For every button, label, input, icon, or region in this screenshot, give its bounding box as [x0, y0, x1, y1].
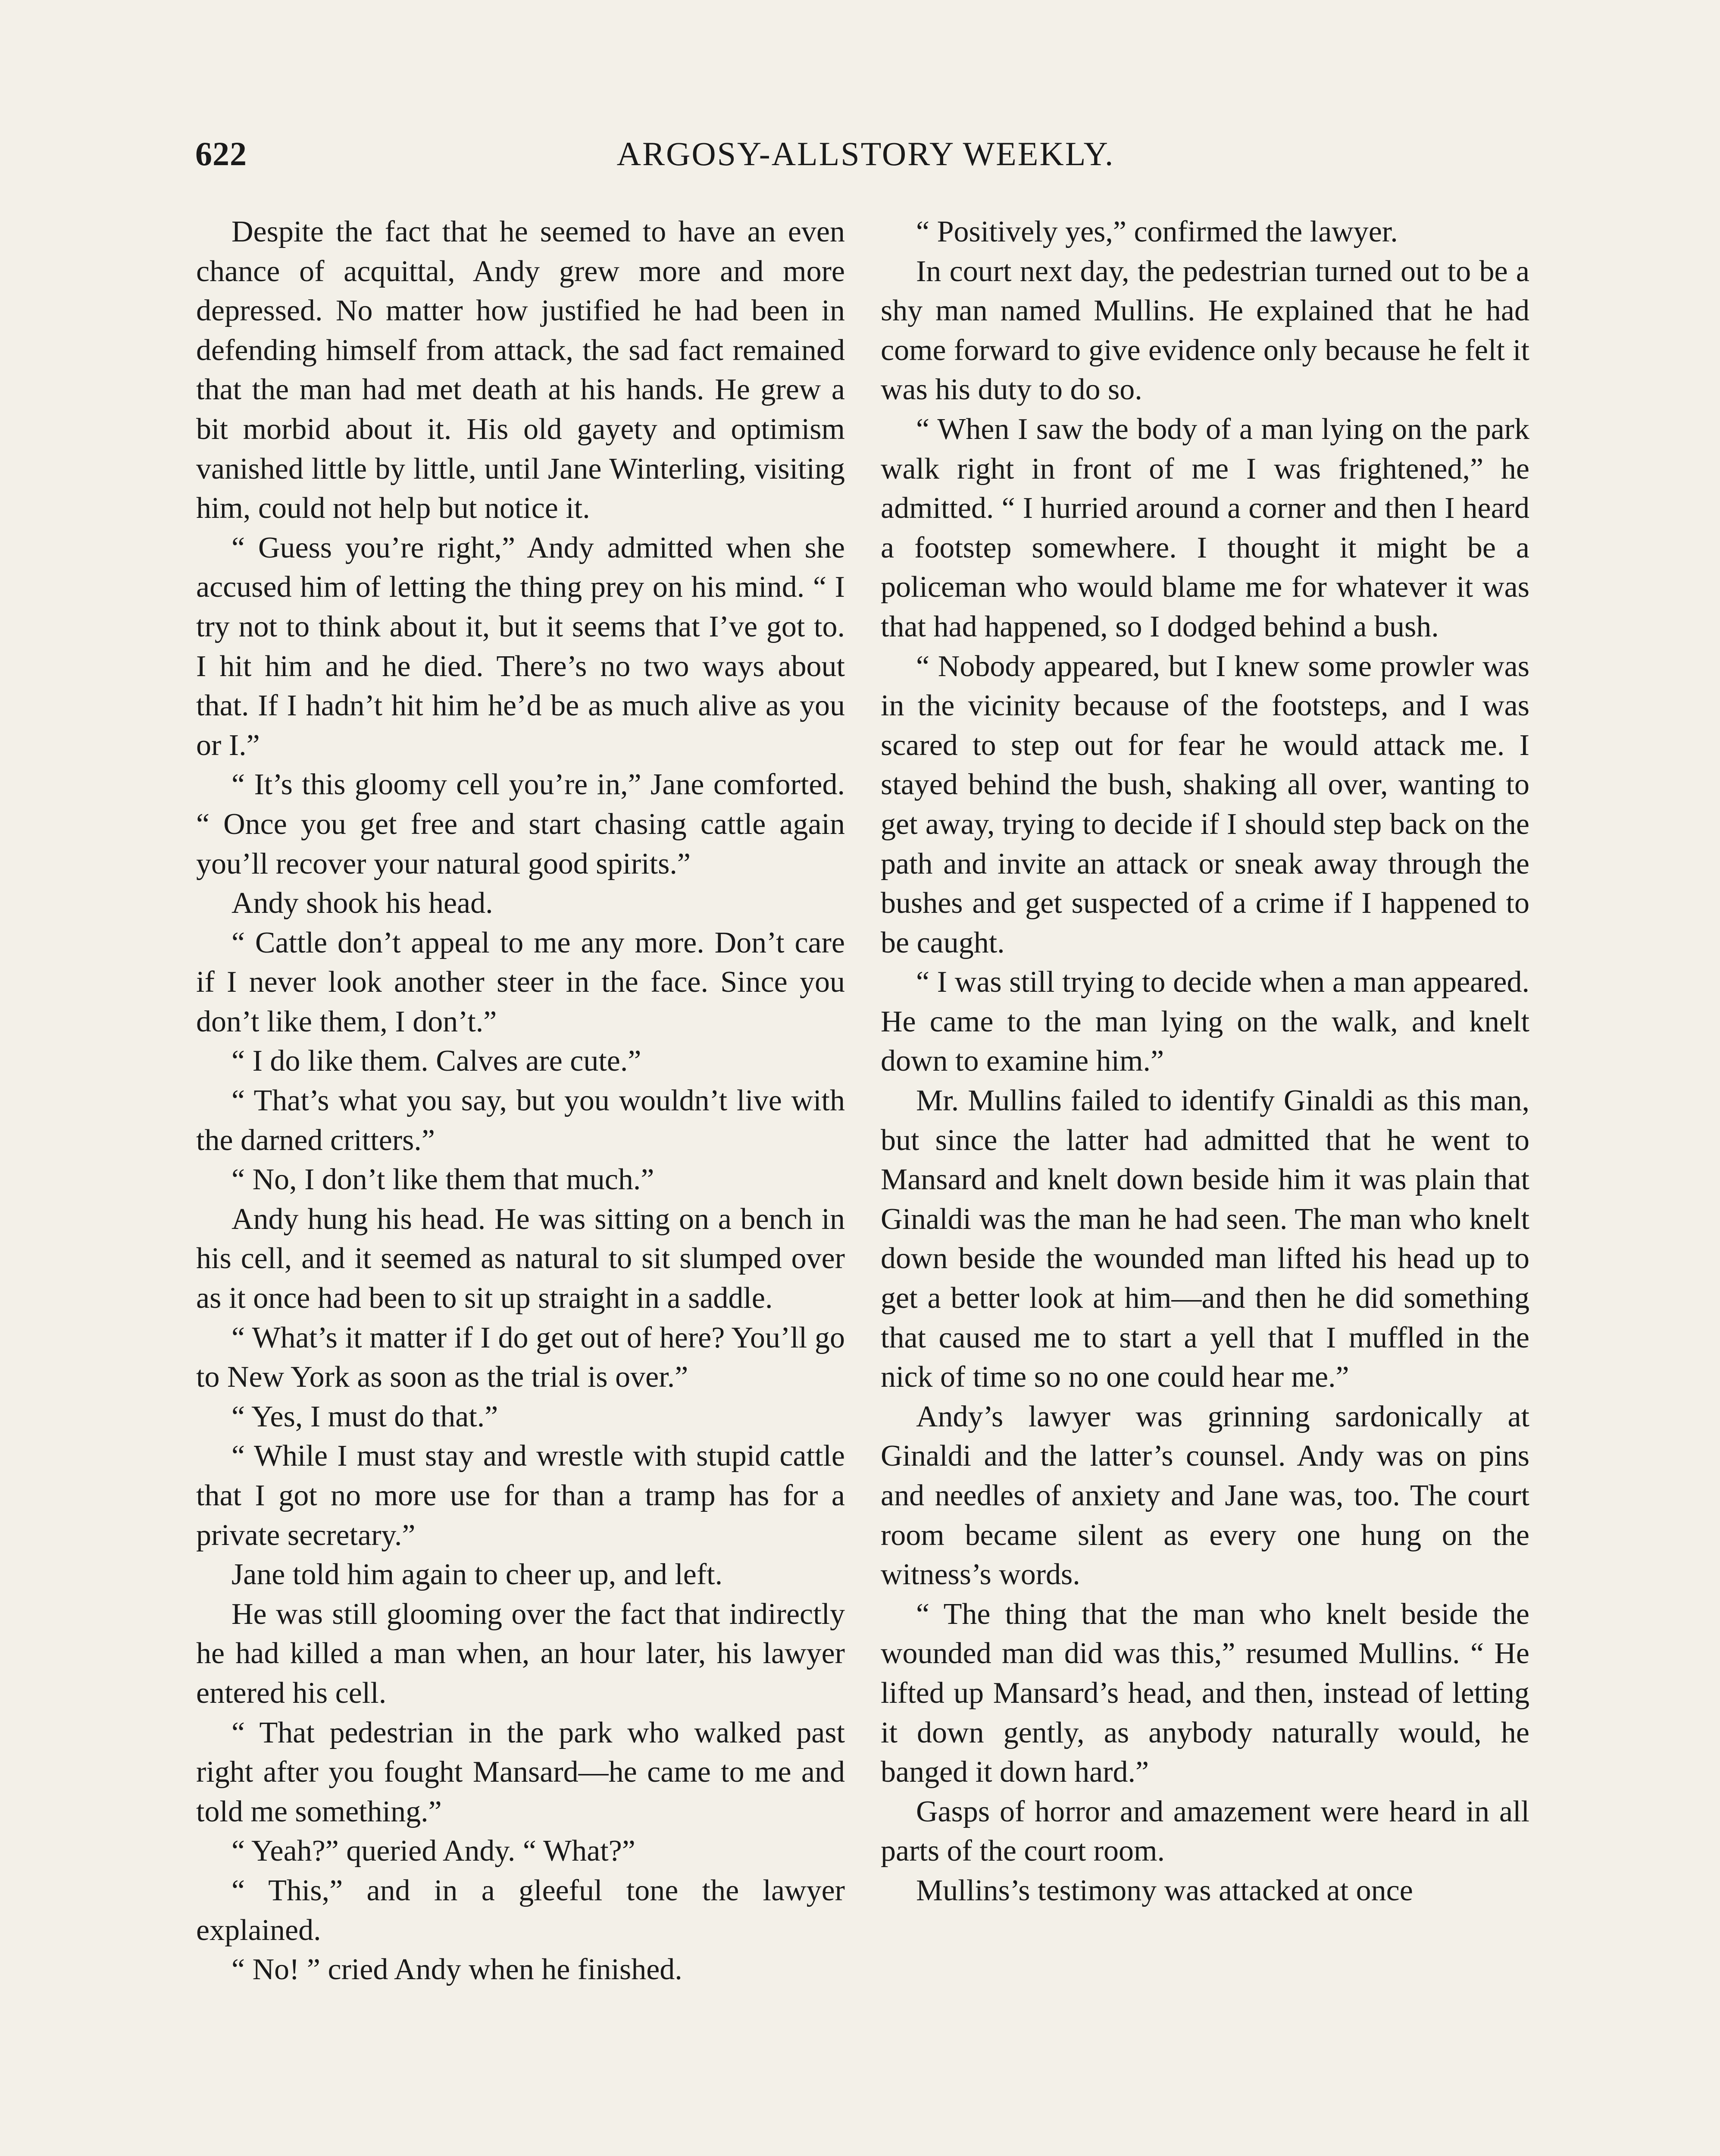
- paragraph: “ No! ” cried Andy when he finished.: [231, 1953, 682, 1987]
- paragraph: He was still glooming over the fact that indirectly he had killed a man when, an hour later, his lawyer entered his cell.: [196, 1597, 845, 1710]
- paragraph: “ Positively yes,” confirmed the lawyer.: [916, 215, 1398, 248]
- paragraph: “ It’s this gloomy cell you’re in,” Jane comforted. “ Once you get free and start chasing cattle again you’ll recover your natural good spirits.”: [196, 768, 845, 881]
- paragraph: Gasps of horror and amazement were heard in all parts of the court room.: [881, 1795, 1529, 1868]
- paragraph: Andy’s lawyer was grinning sardonically at Ginaldi and the latter’s counsel. Andy was on pins and needles of anxiety and Jane was, too. The court room became silent as every one hung on the witness’s words.: [881, 1400, 1529, 1592]
- paragraph: “ I was still trying to decide when a man appeared. He came to the man lying on the walk, and knelt down to examine him.”: [881, 965, 1529, 1078]
- left-column: [196, 212, 845, 1990]
- paragraph: “ The thing that the man who knelt beside the wounded man did was this,” resumed Mullins. “ He lifted up Mansard’s head, and then, instead of letting it down gently, as anybody naturally would, he banged it down hard.”: [881, 1597, 1529, 1789]
- paragraph: Despite the fact that he seemed to have an even chance of acquittal, Andy grew more and more depressed. No matter how justified he had been in defending himself from attack, the sad fact remained that the man had met death at his hands. He grew a bit morbid about it. His old gayety and optimism vanished little by little, until Jane Winterling, visiting him, could not help but notice it.: [196, 215, 845, 525]
- paragraph: Mr. Mullins failed to identify Ginaldi as this man, but since the latter had admitted that he went to Mansard and knelt down beside him it was plain that Ginaldi was the man he had seen. The man who knelt down beside the wounded man lifted his head up to get a better look at him—and then he did something that caused me to start a yell that I muffled in the nick of time so no one could hear me.”: [881, 1084, 1529, 1394]
- paragraph: “ I do like them. Calves are cute.”: [231, 1044, 641, 1078]
- paragraph: “ Nobody appeared, but I knew some prowler was in the vicinity because of the footsteps, and I was scared to step out for fear he would attack me. I stayed behind the bush, shaking all over, wanting to get away, trying to decide if I should step back on the path and invite an attack or sneak away through the bushes and get suspected of a crime if I happened to be caught.: [881, 649, 1529, 959]
- paragraph: “ No, I don’t like them that much.”: [231, 1163, 654, 1197]
- paragraph: “ Yes, I must do that.”: [231, 1400, 498, 1433]
- paragraph: “ Guess you’re right,” Andy admitted when she accused him of letting the thing prey on his mind. “ I try not to think about it, but it seems that I’ve got to. I hit him and he died. There’s no two ways about that. If I hadn’t hit him he’d be as much alive as you or I.”: [196, 531, 845, 762]
- paragraph: “ What’s it matter if I do get out of here? You’ll go to New York as soon as the trial is over.”: [196, 1321, 845, 1394]
- page-header: [195, 126, 1536, 182]
- paragraph: “ While I must stay and wrestle with stupid cattle that I got no more use for than a tramp has for a private secretary.”: [196, 1439, 845, 1552]
- paragraph: “ When I saw the body of a man lying on the park walk right in front of me I was frightened,” he admitted. “ I hurried around a corner and then I heard a footstep somewhere. I thought it might be a policeman who would blame me for whatever it was that had happened, so I dodged behind a bush.: [881, 412, 1529, 643]
- paragraph: “ This,” and in a gleeful tone the lawyer explained.: [196, 1874, 845, 1947]
- paragraph: “ Cattle don’t appeal to me any more. Don’t care if I never look another steer in the face. Since you don’t like them, I don’t.”: [196, 926, 845, 1038]
- running-head: ARGOSY-ALLSTORY WEEKLY.: [616, 135, 1115, 172]
- paragraph: Jane told him again to cheer up, and left.: [231, 1558, 723, 1592]
- paragraph: Andy hung his head. He was sitting on a bench in his cell, and it seemed as natural to sit slumped over as it once had been to sit up straight in a saddle.: [196, 1202, 845, 1315]
- paragraph: Mullins’s testimony was attacked at once: [916, 1874, 1413, 1907]
- paragraph: Andy shook his head.: [231, 887, 493, 920]
- paragraph: “ That’s what you say, but you wouldn’t live with the darned critters.”: [196, 1084, 845, 1157]
- page-number: 622: [195, 135, 247, 172]
- paragraph: “ That pedestrian in the park who walked past right after you fought Mansard—he came to me and told me something.”: [196, 1716, 845, 1828]
- paragraph: “ Yeah?” queried Andy. “ What?”: [231, 1834, 635, 1868]
- right-column: [881, 212, 1529, 1911]
- paragraph: In court next day, the pedestrian turned out to be a shy man named Mullins. He explained that he had come forward to give evidence only because he felt it was his duty to do so.: [881, 254, 1529, 407]
